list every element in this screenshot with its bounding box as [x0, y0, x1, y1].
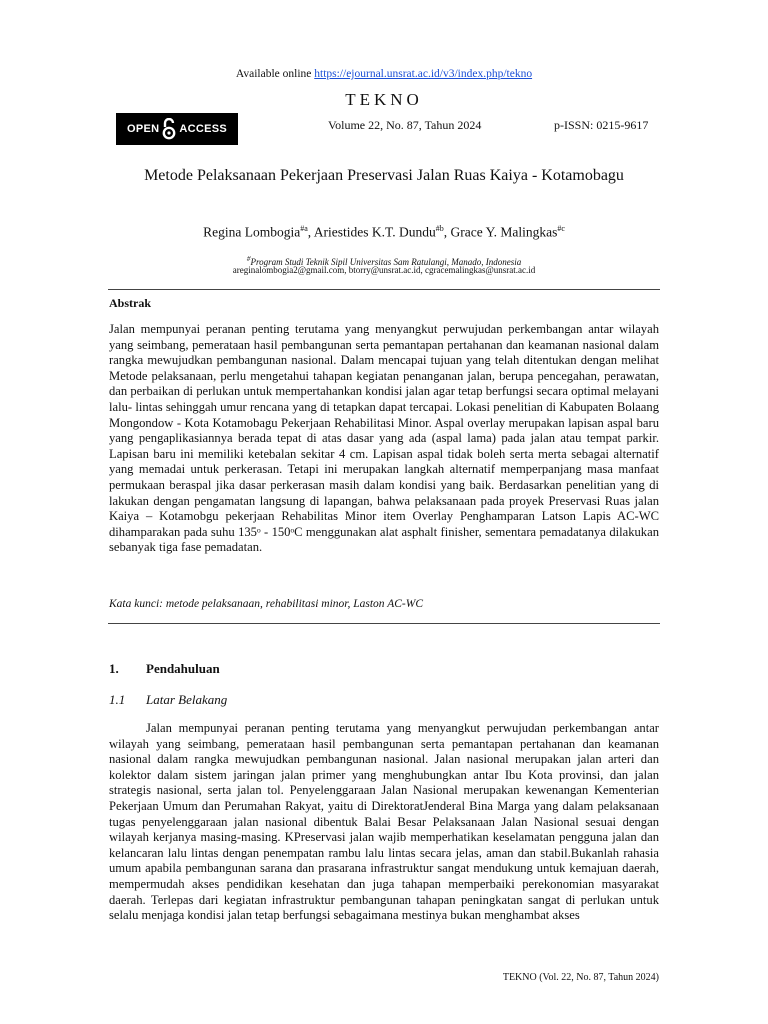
subsection-heading [109, 692, 227, 708]
author-list: Regina Lombogia$^{\#a}$, Ariestides K.T. Dundu$^{\#b}$, Grace Y. Malingkas$^{\#c}$ [203, 224, 565, 240]
subsection-number: 1.1 [109, 692, 126, 707]
open-access-left-text: OPEN [126, 123, 160, 135]
section-title: Pendahuluan [146, 661, 220, 676]
author-marker: #a [300, 224, 308, 233]
keywords: Kata kunci: metode pelaksanaan, rehabilitasi minor, Laston AC-WC [109, 598, 423, 610]
footer-citation: TEKNO (Vol. 22, No. 87, Tahun 2024) [502, 972, 659, 983]
author-name: Regina Lombogia [203, 224, 301, 240]
subsection-title: Latar Belakang [146, 692, 228, 707]
journal-url-link[interactable]: https://ejournal.unsrat.ac.id/v3/index.php/tekno [314, 68, 533, 80]
affiliation-text: Program Studi Teknik Sipil Universitas Sam Ratulangi, Manado, Indonesia [250, 257, 522, 267]
abstract-text: Jalan mempunyai peranan penting terutama yang menyangkut perwujudan perkembangan antar wilayah yang seimbang, pemerataan hasil pembangunan serta pemantapan pertahanan dan keamanan nasional dalam rangka mewujudkan pembangunan nasional. Dalam mencapai tujuan yang telah ditentukan dengan melihat Metode pelaksanaan, perlu mengetahui tahapan kegiatan penanganan jalan, berupa pencegahan, perawatan, dan perbaikan di perlukan untuk mempertahankan kondisi jalan agar tetap berfungsi secara optimal melayani lalu- lintas sehinggah umur rencana yang di tetapkan dapat tercapai. Lokasi penelitian di Kabupaten Bolaang Mongondow - Kota Kotamobagu Pekerjaan Rehabilitasi Minor. Aspal overlay merupakan lapisan aspal baru yang pengaplikasiannya berada tepat di atas dasar yang ada (aspal lama) pada jalan atau tempat parkir. Lapisan baru ini memiliki ketebalan sekitar 4 cm. Lapisan aspal tidak boleh serta merta sebagai alternatif yang memadai untuk perkerasan. Tetapi ini merupakan langkah alternatif memperpanjang masa manfaat permukaan beraspal jika dasar perkerasan masih dalam kondisi yang baik. Berdasarkan penelitian yang di lakukan dengan pengamatan langsung di lapangan, bahwa pelaksanaan pada proyek Preservasi Ruas jalan Kaiya – Kotamobgu pekerjaan Rehabilitas Minor item Overlay Penghamparan Latson Lapis AC-WC dihamparakan pada suhu 135ᵒ - 150ᵒC menggunakan alat asphalt finisher, sementara pemadatanya dilakukan sebanyak tiga fase pemadatan. [109, 322, 659, 555]
open-lock-icon [162, 118, 176, 140]
issn-info: p-ISSN: 0215-9617 [554, 118, 649, 132]
availability-prefix: Available online [235, 68, 315, 80]
author-name: Ariestides K.T. Dundu [313, 224, 436, 240]
body-paragraph: Jalan mempunyai peranan penting terutama yang menyangkut perwujudan perkembangan antar wilayah yang seimbang, pemerataan hasil pembangunan serta pemantapan pertahanan dan keamanan nasional dalam rangka mewujudkan pembangunan nasional. Jalan nasional merupakan jalan arteri dan kolektor dalam sistem jaringan jalan primer yang menghubungkan antar Ibu Kota provinsi, dan jalan strategis nasional, serta jalan tol. Penyelenggaraan Jalan Nasional merupakan kewenangan Kementerian Pekerjaan Umum dan Perumahan Rakyat, yaitu di DirektoratJenderal Bina Marga yang dalam pelaksanaan tugas penyelenggaraan jalan nasional dibentuk Balai Besar Pelaksanaan Jalan Nasional sesuai dengan wilayah kerjanya masing-masing. KPreservasi jalan wajib memperhatikan keselamatan pengguna jalan dan kelancaran lalu lintas dengan penempatan rambu lalu lintas secara jelas, aman dan stabil.Bukanlah rahasia umum apabila pembangunan sarana dan prasarana infrastruktur sangat mendukung untuk kemajuan daerah, mempermudah akses pendidikan kesehatan dan juga tahapan memperbaiki perekonomian masyarakat daerah. Terlepas dari kegiatan infrastruktur pembangunan tahapan peningkatan sangat di perlukan untuk selalu menjaga kondisi jalan tetap berfungsi sebagaimana mestinya bukan menghambat akses [109, 721, 659, 923]
abstract-heading: Abstrak [109, 296, 152, 310]
section-number: 1. [109, 661, 119, 676]
availability-line [0, 68, 768, 80]
journal-name: TEKNO [345, 90, 423, 109]
divider-bottom [108, 623, 660, 624]
author-marker: #b [435, 224, 444, 233]
author-name: Grace Y. Malingkas [450, 224, 558, 240]
author-marker: #c [557, 224, 565, 233]
article-title: Metode Pelaksanaan Pekerjaan Preservasi Jalan Ruas Kaiya - Kotamobagu [144, 167, 624, 184]
divider-top [108, 289, 660, 290]
open-access-right-text: ACCESS [179, 123, 228, 135]
volume-info: Volume 22, No. 87, Tahun 2024 [328, 118, 482, 132]
section-heading [109, 661, 220, 677]
affiliation-marker: # [246, 254, 251, 263]
open-access-logo [116, 113, 238, 145]
author-emails: areginalombogia2@gmail.com, btorry@unsrat.ac.id, cgracemalingkas@unsrat.ac.id [232, 265, 536, 275]
